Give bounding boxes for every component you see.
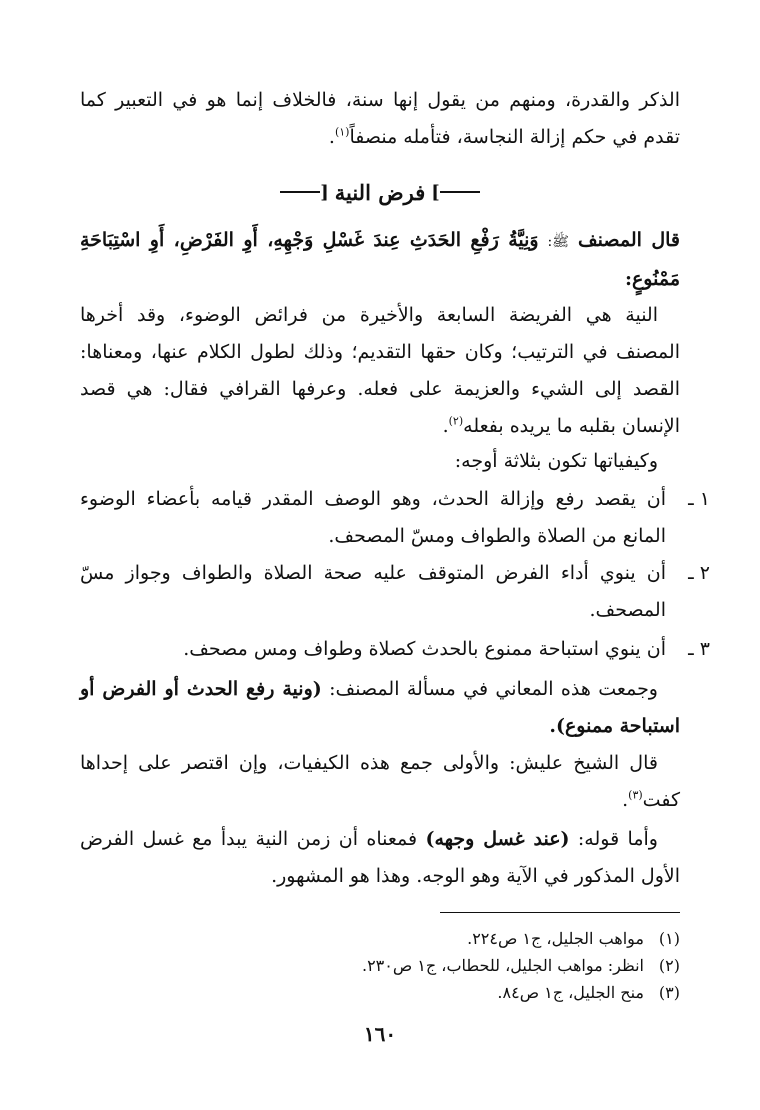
paragraph-6-text: فمعناه أن زمن النية يبدأ مع غسل الفرض الأول المذكور في الآية وهو الوجه. وهذا هو المشهور. [80,828,680,887]
paragraph-4-text: وجمعت هذه المعاني في مسألة المصنف: [329,678,658,700]
author-intro: قال المصنف [577,229,680,251]
footnote-ref-3[interactable]: (٣) [628,788,643,802]
paragraph-1-text: الذكر والقدرة، ومنهم من يقول إنها سنة، فالخلاف إنما هو في التعبير كما تقدم في حكم إزالة النجاسة، فتأمله منصفاً [80,89,680,148]
footnote-text-1: مواهب الجليل، ج١ ص٢٢٤. [467,929,644,948]
paragraph-6-lead: وأما قوله: [577,828,658,850]
footnote-2 [120,952,680,979]
list-text-3: أن ينوي استباحة ممنوع بالحدث كصلاة وطواف ومس مصحف. [183,638,666,660]
author-statement [80,222,680,298]
footnote-ref-1[interactable]: (١) [334,125,350,139]
author-quote: وَنِيَّةُ رَفْعِ الحَدَثِ عِندَ غَسْلِ وَجْهِهِ، أَوِ الفَرْضِ، أَوِ اسْتِبَاحَةِ مَمْنُوعٍ: [80,229,680,290]
footnote-divider [440,912,680,913]
list-number-3: ٣ ـ [688,638,710,660]
paragraph-5: قال الشيخ عليش: والأولى جمع هذه الكيفيات، وإن اقتصر على إحداها كفت$^{(٣)}$. [80,752,680,811]
footnote-text-2: انظر: مواهب الجليل، للحطاب، ج١ ص٢٣٠. [361,956,644,975]
list-number-1: ١ ـ [688,488,710,510]
author-honorific: ﷺ: [547,234,570,250]
list-item-2 [80,555,710,629]
list-text-1: أن يقصد رفع وإزالة الحدث، وهو الوصف المقدر قيامه بأعضاء الوضوء المانع من الصلاة والطواف ومسّ المصحف. [80,488,666,547]
footnote-number-3: (٣) [658,983,680,1002]
footnote-text-3: منح الجليل، ج١ ص٨٤. [497,983,644,1002]
footnote-number-2: (٢) [658,956,680,975]
section-title: فرض النية [334,179,426,205]
paragraph-1: الذكر والقدرة، ومنهم من يقول إنها سنة، فالخلاف إنما هو في التعبير كما تقدم في حكم إزالة النجاسة، فتأمله منصفاً$^{(١)}$. [80,89,680,148]
ornament-right: [ [431,182,480,203]
list-text-2: أن ينوي أداء الفرض المتوقف عليه صحة الصلاة والطواف وجواز مسّ المصحف. [80,562,666,621]
paragraph-3-text: وكيفياتها تكون بثلاثة أوجه: [454,450,658,472]
footnote-number-1: (١) [658,929,680,948]
paragraph-3 [80,443,680,480]
paragraph-5-text: قال الشيخ عليش: والأولى جمع هذه الكيفيات، وإن اقتصر على إحداها كفت [80,752,680,811]
footnote-3 [120,979,680,1006]
list-number-2: ٢ ـ [688,562,710,584]
footnote-1 [120,925,680,952]
page-number: ١٦٠ [363,1022,397,1046]
paragraph-2-text: النية هي الفريضة السابعة والأخيرة من فرائض الوضوء، وقد أخرها المصنف في الترتيب؛ وكان حقها التقديم؛ وذلك لطول الكلام عنها، ومعناها: القصد إلى الشيء والعزيمة على فعله. وعرفها القرافي فقال: هي قصد الإنسان بقلبه ما يريده بفعله [80,304,680,437]
section-heading [230,172,530,212]
paragraph-2: النية هي الفريضة السابعة والأخيرة من فرائض الوضوء، وقد أخرها المصنف في الترتيب؛ وكان حقها التقديم؛ وذلك لطول الكلام عنها، ومعناها: القصد إلى الشيء والعزيمة على فعله. وعرفها القرافي فقال: هي قصد الإنسان بقلبه ما يريده بفعله$^{(٢)}$. [80,304,680,437]
paragraph-4-quote: (ونية رفع الحدث أو الفرض أو استباحة ممنوع). [80,678,680,737]
list-item-3 [80,631,710,668]
paragraph-6-quote: (عند غسل وجهه) [425,828,570,850]
paragraph-4 [80,671,680,745]
footnote-ref-2[interactable]: (٢) [448,414,464,428]
list-item-1 [80,481,710,555]
paragraph-6 [80,821,680,895]
ornament-left: ] [280,182,329,203]
